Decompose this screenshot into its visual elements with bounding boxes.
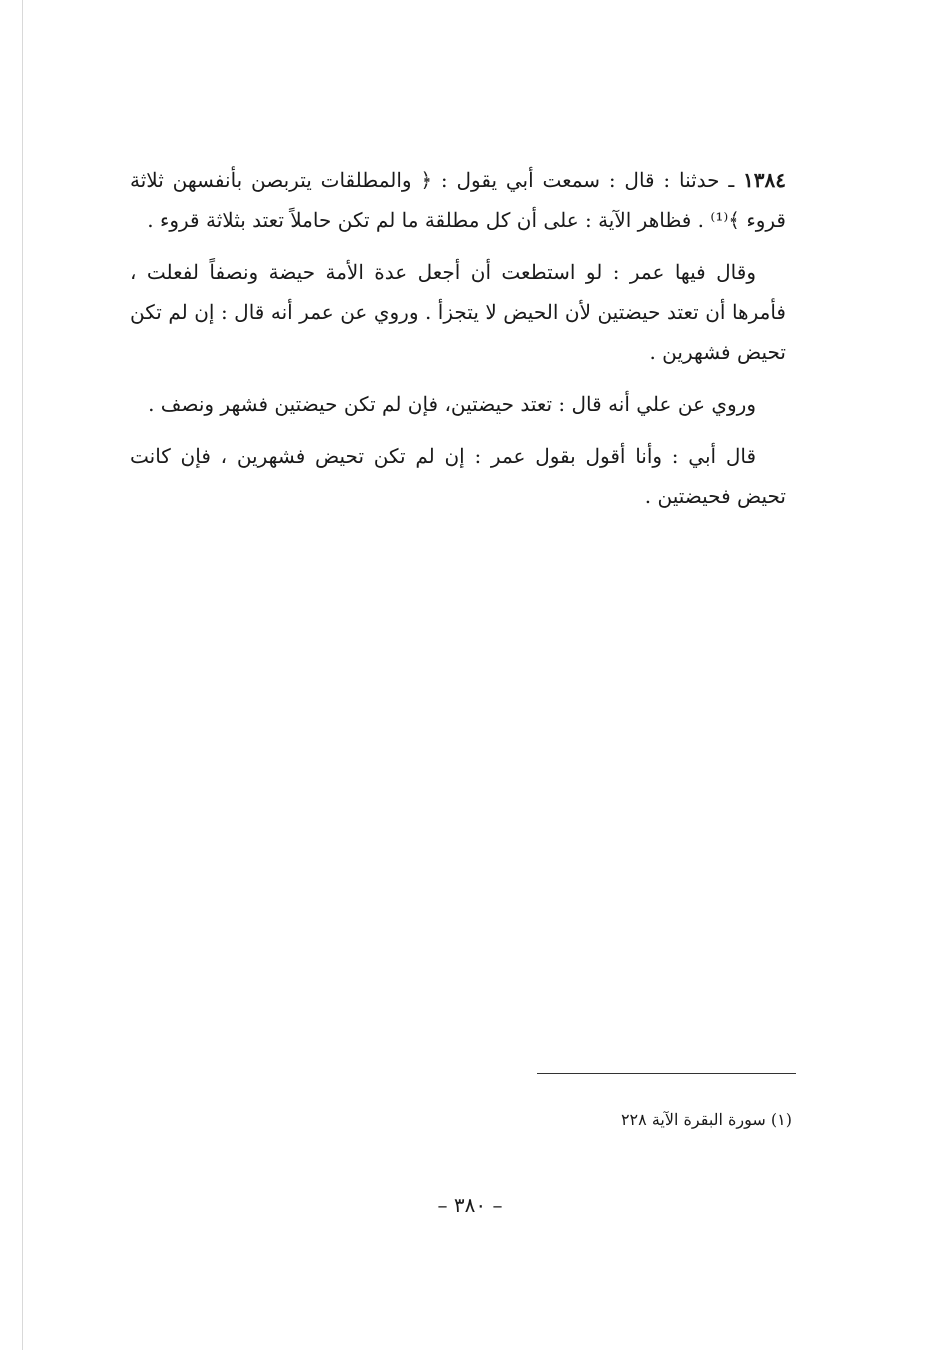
main-text [130, 160, 786, 528]
paragraph-ali: وروي عن علي أنه قال : تعتد حيضتين، فإن لم تكن حيضتين فشهر ونصف . [148, 392, 756, 416]
paragraph-conclusion: قال أبي : وأنا أقول بقول عمر : إن لم تكن تحيض فشهرين ، فإن كانت تحيض فحيضتين . [130, 444, 786, 508]
footnote: (١) سورة البقرة الآية ٢٢٨ [620, 1110, 792, 1129]
footnote-divider [537, 1073, 796, 1074]
hadith-number: ١٣٨٤ [743, 168, 786, 192]
hadith-text: ـ حدثنا : قال : سمعت أبي يقول : ﴿ والمطلقات يتربصن بأنفسهن ثلاثة قروء ﴾⁽¹⁾ . فظاهر الآية : على أن كل مطلقة ما لم تكن حاملاً تعتد بثلاثة قروء . [130, 168, 786, 232]
hadith-paragraph [130, 160, 786, 240]
scan-edge-line [22, 0, 23, 1350]
page-number: – ٣٨٠ – [437, 1193, 503, 1217]
paragraph-umar: وقال فيها عمر : لو استطعت أن أجعل عدة الأمة حيضة ونصفاً لفعلت ، فأمرها أن تعتد حيضتين لأن الحيض لا يتجزأ . وروي عن عمر أنه قال : إن لم تكن تحيض فشهرين . [130, 260, 786, 364]
